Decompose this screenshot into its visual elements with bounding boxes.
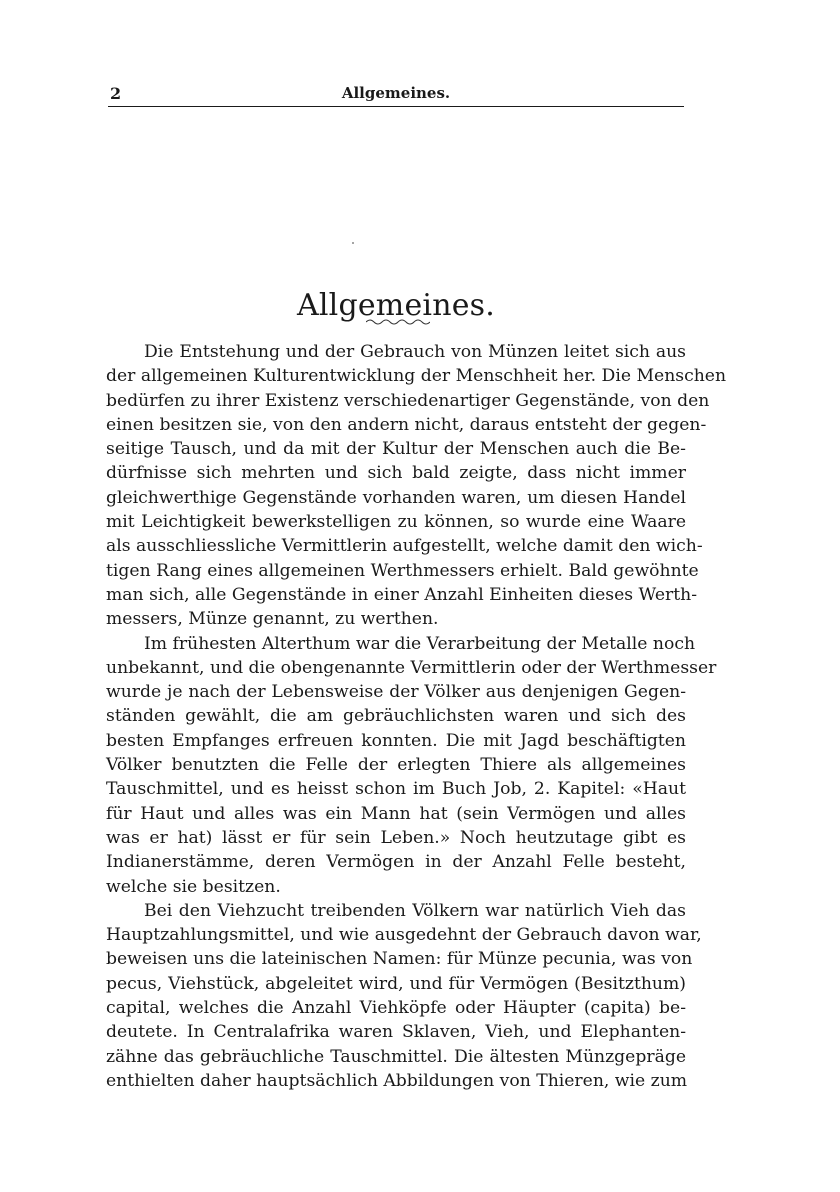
text-line: unbekannt, und die obengenannte Vermittlerin oder der Werthmesser [106,657,717,678]
text-line: wurde je nach der Lebensweise der Völker aus denjenigen Gegen- [106,682,686,703]
print-speck [352,242,354,244]
text-line: welche sie besitzen. [106,876,281,897]
body-text [106,340,727,1093]
running-title: Allgemeines. [341,84,451,102]
text-line: man sich, alle Gegenstände in einer Anzahl Einheiten dieses Werth- [106,584,697,605]
text-line: deutete. In Centralafrika waren Sklaven, Vieh, und Elephanten- [106,1022,686,1043]
text-line: Indianerstämme, deren Vermögen in der Anzahl Felle besteht, [106,852,686,873]
running-header [108,80,684,107]
text-line: beweisen uns die lateinischen Namen: für Münze pecunia, was von [106,949,693,970]
text-line: tigen Rang eines allgemeinen Werthmessers erhielt. Bald gewöhnte [106,560,699,581]
text-line: Bei den Viehzucht treibenden Völkern war natürlich Vieh das [144,900,686,921]
text-line: Tauschmittel, und es heisst schon im Buch Job, 2. Kapitel: «Haut [106,779,686,800]
text-line: Hauptzahlungsmittel, und wie ausgedehnt der Gebrauch davon war, [106,925,702,946]
text-line: pecus, Viehstück, abgeleitet wird, und für Vermögen (Besitzthum) [106,973,686,994]
text-line: capital, welches die Anzahl Viehköpfe oder Häupter (capita) be- [106,998,686,1019]
text-line: zähne das gebräuchliche Tauschmittel. Die ältesten Münzgepräge [106,1046,686,1067]
text-line: bedürfen zu ihrer Existenz verschiedenartiger Gegenstände, von den [106,390,710,411]
text-line: der allgemeinen Kulturentwicklung der Menschheit her. Die Menschen [106,366,727,387]
text-line: Die Entstehung und der Gebrauch von Münzen leitet sich aus [144,342,686,362]
text-line: was er hat) lässt er für sein Leben.» Noch heutzutage gibt es [106,827,686,848]
text-line: Im frühesten Alterthum war die Verarbeitung der Metalle noch [144,633,696,654]
text-line: Völker benutzten die Felle der erlegten Thiere als allgemeines [106,755,686,776]
text-line: für Haut und alles was ein Mann hat (sein Vermögen und alles [106,803,686,824]
text-line: gleichwerthige Gegenstände vorhanden waren, um diesen Handel [106,487,686,508]
chapter-title: Allgemeines. [296,288,495,324]
text-line: enthielten daher hauptsächlich Abbildungen von Thieren, wie zum [106,1070,688,1091]
paragraph [106,899,702,1093]
text-line: messers, Münze genannt, zu werthen. [106,609,439,630]
wave-ornament-icon [366,318,430,326]
text-line: einen besitzen sie, von den andern nicht, daraus entsteht der gegen- [106,414,707,435]
paragraph [106,340,727,632]
text-line: besten Empfanges erfreuen konnten. Die mit Jagd beschäftigten [106,730,686,751]
text-line: als ausschliessliche Vermittlerin aufgestellt, welche damit den wich- [106,536,703,557]
text-line: dürfnisse sich mehrten und sich bald zeigte, dass nicht immer [106,463,686,484]
page-number: 2 [110,84,122,103]
text-line: ständen gewählt, die am gebräuchlichsten waren und sich des [106,706,686,727]
paragraph [106,632,717,899]
text-line: seitige Tausch, und da mit der Kultur der Menschen auch die Be- [106,439,686,460]
text-line: mit Leichtigkeit bewerkstelligen zu können, so wurde eine Waare [106,512,686,533]
